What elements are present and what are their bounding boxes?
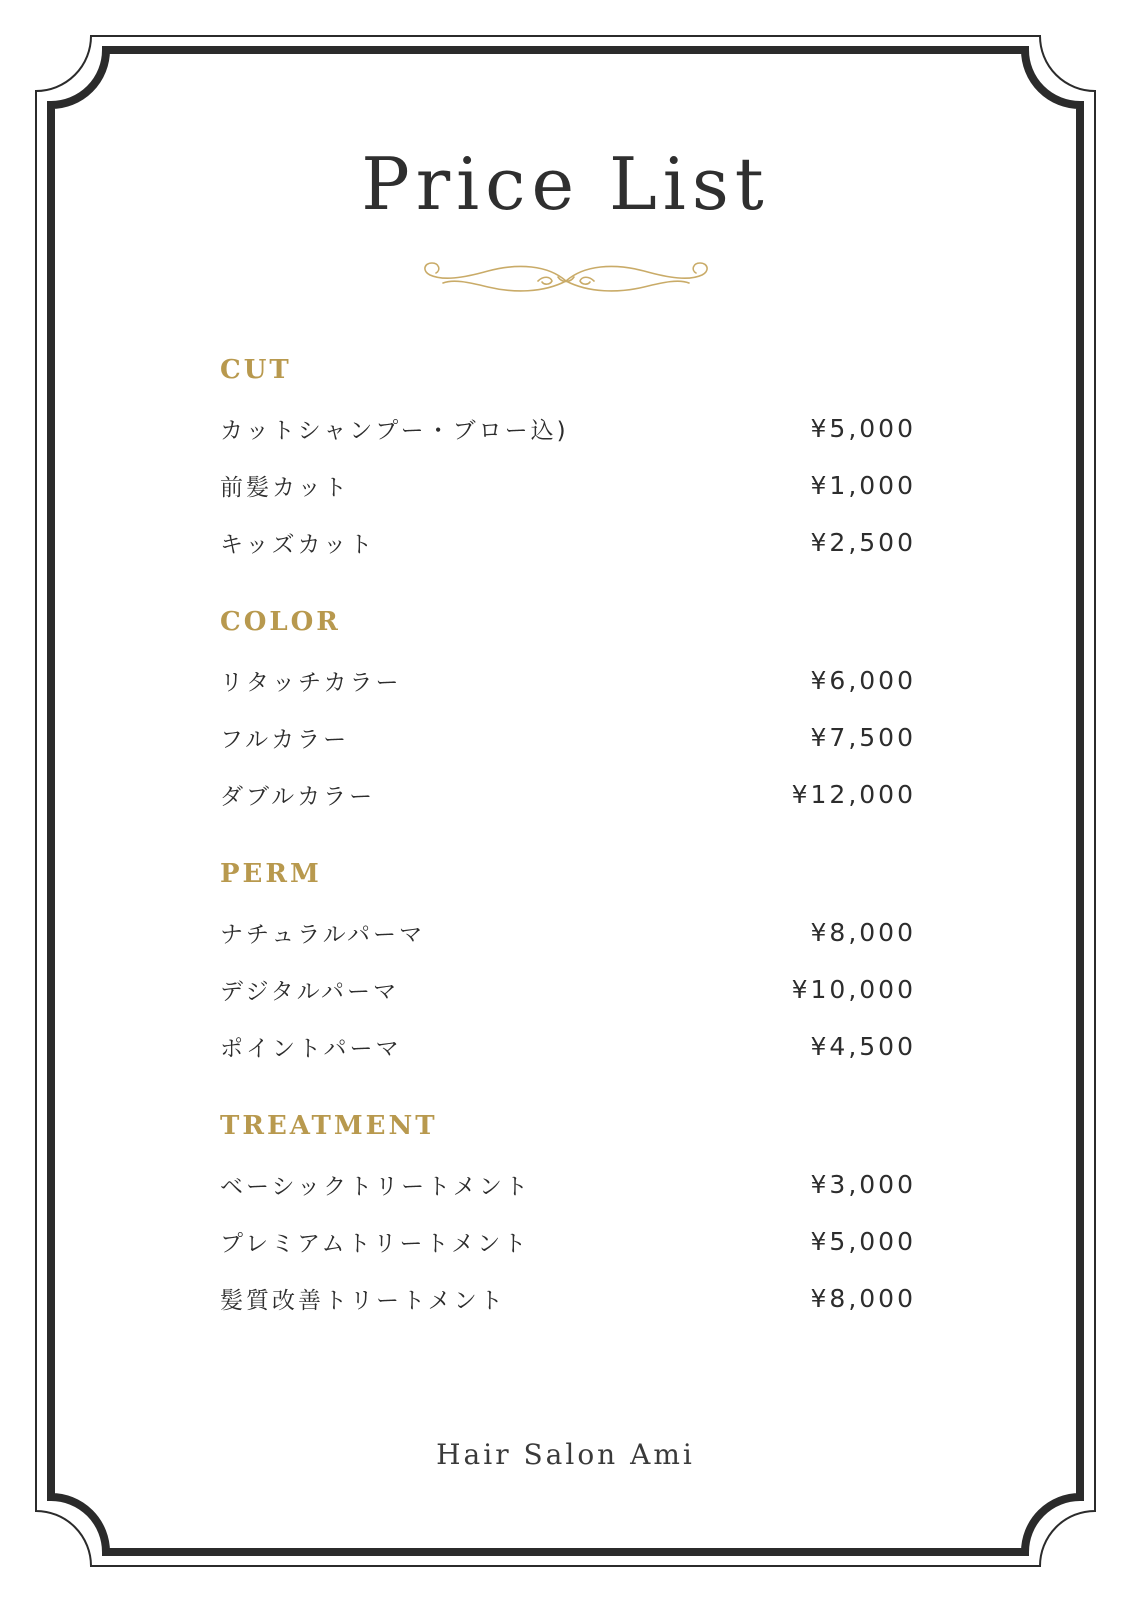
- item-name: ナチュラルパーマ: [220, 922, 426, 948]
- page-title: Price List: [361, 142, 770, 226]
- section-color: [220, 609, 916, 823]
- item-price: ¥12,000: [791, 780, 916, 809]
- item-name: キッズカット: [220, 532, 376, 558]
- flourish-ornament-icon: [418, 259, 714, 299]
- item-name: 髪質改善トリートメント: [220, 1288, 506, 1314]
- item-name: カットシャンプー・ブロー込): [220, 418, 569, 444]
- item-name: ポイントパーマ: [220, 1036, 402, 1062]
- section-cut: [220, 357, 916, 571]
- section-title: PERM: [220, 859, 322, 889]
- price-row: [220, 1270, 916, 1327]
- price-row: [220, 1018, 916, 1075]
- section-title: COLOR: [220, 607, 341, 637]
- price-row: [220, 904, 916, 961]
- price-row: [220, 514, 916, 571]
- item-price: ¥2,500: [810, 528, 916, 557]
- item-price: ¥8,000: [810, 1284, 916, 1313]
- item-price: ¥1,000: [810, 471, 916, 500]
- section-title: CUT: [220, 355, 292, 385]
- item-price: ¥5,000: [810, 1227, 916, 1256]
- item-price: ¥10,000: [791, 975, 916, 1004]
- item-price: ¥7,500: [810, 723, 916, 752]
- item-price: ¥8,000: [810, 918, 916, 947]
- item-name: フルカラー: [220, 727, 350, 753]
- salon-name-footer: Hair Salon Ami: [436, 1438, 695, 1471]
- item-price: ¥3,000: [810, 1170, 916, 1199]
- item-name: デジタルパーマ: [220, 979, 400, 1005]
- item-price: ¥4,500: [810, 1032, 916, 1061]
- price-row: [220, 1156, 916, 1213]
- item-name: リタッチカラー: [220, 670, 402, 696]
- price-row: [220, 652, 916, 709]
- item-name: プレミアムトリートメント: [220, 1231, 530, 1257]
- section-title: TREATMENT: [220, 1111, 438, 1141]
- item-name: 前髪カット: [220, 475, 350, 501]
- item-name: ダブルカラー: [220, 784, 376, 810]
- item-price: ¥6,000: [810, 666, 916, 695]
- item-name: ベーシックトリートメント: [220, 1174, 531, 1200]
- price-row: [220, 766, 916, 823]
- price-row: [220, 1213, 916, 1270]
- item-price: ¥5,000: [810, 414, 916, 443]
- section-perm: [220, 861, 916, 1075]
- price-row: [220, 400, 916, 457]
- price-row: [220, 961, 916, 1018]
- section-treatment: [220, 1113, 916, 1327]
- price-row: [220, 457, 916, 514]
- price-row: [220, 709, 916, 766]
